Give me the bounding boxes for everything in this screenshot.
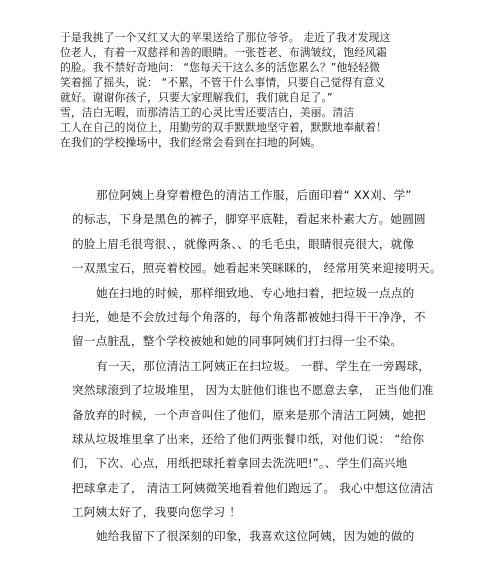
essay-body (72, 183, 452, 549)
text-line: 那位阿姨上身穿着橙色的清洁工作服，后面印着“ XX刈、学” (96, 188, 412, 202)
text-line: 备放弃的时候，一个声音叫住了他们，原来是那个清洁工阿姨，她把 (72, 407, 426, 422)
text-line: 工人在自己的岗位上，用勤劳的双手默默地坚守着，默默地奉献着！ (60, 121, 387, 134)
text-line: 她在扫地的时候，那样细致地、专心地扫着，把垃圾一点点的 (96, 285, 415, 300)
text-line: 把球拿走了， 清洁工阿姨微笑地看着他们跑远了。 我心中想这位清洁 (72, 480, 434, 495)
text-line: 雪，洁白无暇，而那清洁工的心灵比雪还要洁白，美丽。清洁 (60, 106, 355, 119)
text-line: 就好。谢谢你孩子，只要大家理解我们，我们就自足了。” (60, 91, 333, 104)
text-line: 球从垃圾堆里拿了出来，还给了他们两张餐巾纸，对他们说： “给你 (72, 431, 425, 446)
text-line: 有一天，那位清洁工阿姨正在扫垃圾。 一群、学生在一旁踢球， (96, 358, 431, 373)
text-line: 突然球滚到了垃圾堆里， 因为太脏他们谁也不愿意去拿， 正当他们准 (72, 383, 434, 398)
text-line: 她给我留下了很深刻的印象，我喜欢这位阿姨，因为她的做的 (96, 529, 415, 544)
text-line: 的标志，下身是黑色的裤子，脚穿平底鞋，看起来朴素大方。她圆圆 (72, 212, 426, 227)
dialogue-paragraph-block (60, 30, 460, 150)
text-line: 扫光，她是不会放过每个角落的，每个角落都被她扫得干干净净，不 (72, 309, 426, 324)
text-line: 的脸上眉毛很弯很、，就像两条、、的毛毛虫，眼睛很亮很大，就像 (72, 236, 415, 251)
text-line: 们，下次、心点，用纸把球托着拿回去洗洗吧!”。、学生们高兴地 (72, 456, 408, 471)
text-line: 工阿姨太好了，我要向您学习 ！ (72, 505, 241, 520)
text-line: 一双黑宝石，照亮着校园。她看起来笑眯眯的， 经常用笑来迎接明天。 (72, 261, 442, 276)
text-line: 于是我挑了一个又红又大的苹果送给了那位爷爷。 走近了我才发现这 (60, 31, 391, 44)
text-line: 位老人，有着一双慈祥和善的眼睛。一张苍老、布满皱纹，饱经风霜 (60, 46, 387, 59)
text-line: 的脸。我不禁好奇地问： “您每天干这么多的活您累么？”他轻轻微 (60, 61, 381, 74)
text-line: 留一点脏乱，整个学校被她和她的同事阿姨们打扫得一尘不染。 (72, 334, 403, 349)
text-line: 笑着摇了摇头，说： “不累，不管干什么事情，只要自己觉得有意义 (60, 76, 386, 89)
text-line: 在我们的学校操场中，我们经常会看到在扫地的阿姨。 (60, 136, 322, 149)
